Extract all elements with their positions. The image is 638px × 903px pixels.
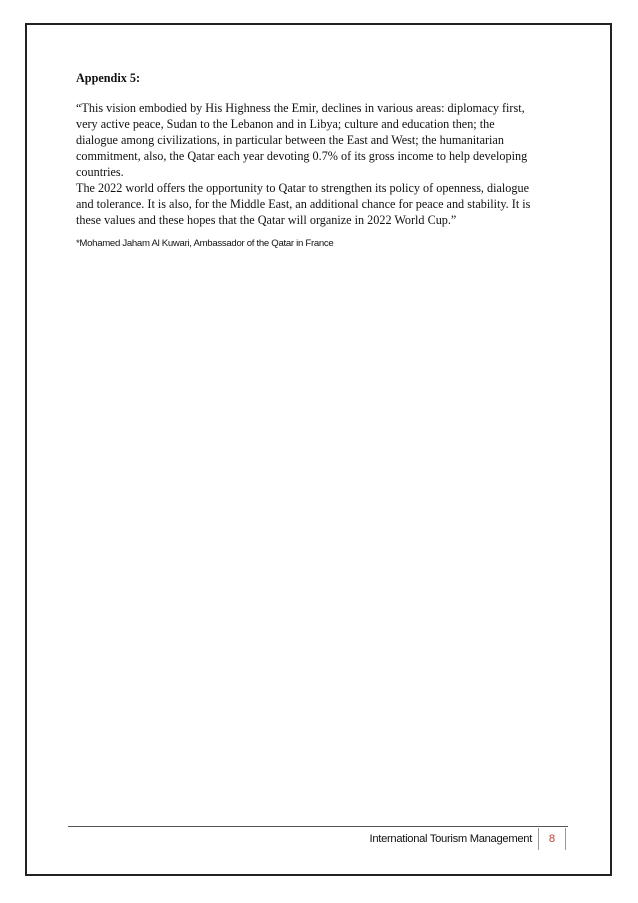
quote-line: The 2022 world offers the opportunity to Qatar to strengthen its policy of openness, dialogue xyxy=(76,181,529,195)
quote-line: very active peace, Sudan to the Lebanon and in Libya; culture and education then; the xyxy=(76,117,495,131)
page-footer xyxy=(370,828,566,850)
quote-line: these values and these hopes that the Qatar will organize in 2022 World Cup.” xyxy=(76,213,457,227)
appendix-quote xyxy=(76,100,566,228)
footer-divider xyxy=(68,826,568,827)
quote-attribution: *Mohamed Jaham Al Kuwari, Ambassador of the Qatar in France xyxy=(76,238,334,249)
quote-line: and tolerance. It is also, for the Middle East, an additional chance for peace and stability. It is xyxy=(76,197,531,211)
appendix-heading: Appendix 5: xyxy=(76,71,141,85)
quote-line: countries. xyxy=(76,165,124,179)
page-number: 8 xyxy=(539,828,566,850)
quote-line: dialogue among civilizations, in particular between the East and West; the humanitarian xyxy=(76,133,504,147)
quote-line: commitment, also, the Qatar each year devoting 0.7% of its gross income to help developing xyxy=(76,149,528,163)
quote-line: “This vision embodied by His Highness the Emir, declines in various areas: diplomacy first, xyxy=(76,101,525,115)
document-body xyxy=(76,70,566,252)
footer-course-title: International Tourism Management xyxy=(370,828,539,850)
